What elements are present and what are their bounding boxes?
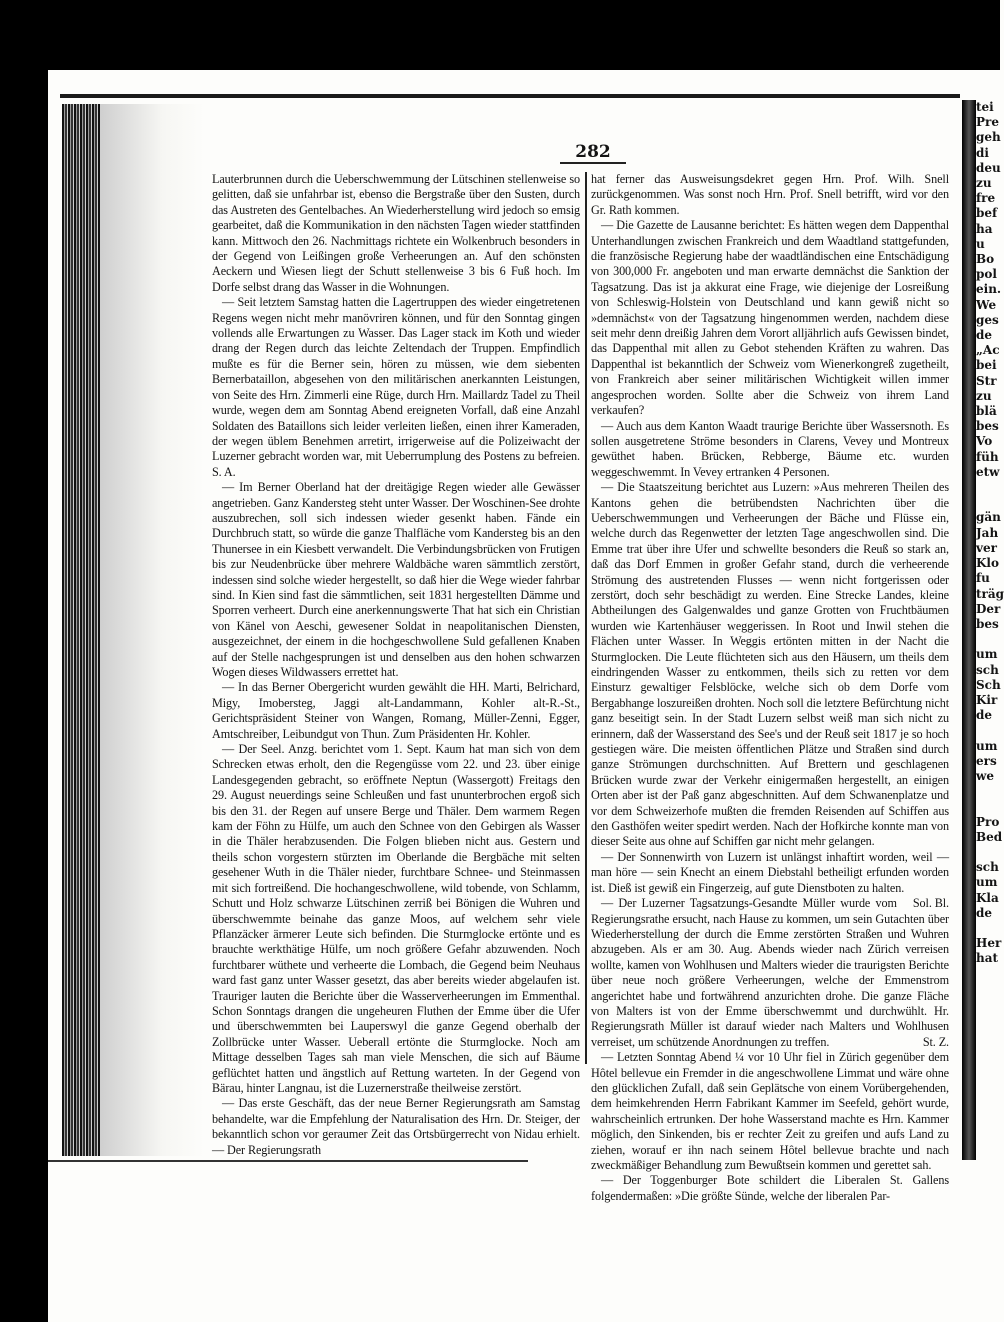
adjacent-page-text-fragment: Str (976, 373, 997, 388)
article-paragraph: — In das Berner Obergericht wurden gewählt die HH. Marti, Belrichard, Migy, Imobersteg, Jaggi alt-Landammann, Kohler alt-R.-St., Gerichtspräsident Steiner von Wangen, Romang, Müller-Zenni, Egger, Amtschreiber, Leibundgut von Thun. Zum Präsidenten Hr. Kohler. (212, 680, 580, 741)
source-signature: Sol. Bl. (912, 896, 949, 911)
adjacent-page-text-fragment: fu (976, 571, 990, 586)
adjacent-page-text-fragment: ein. (976, 282, 1002, 297)
adjacent-page-text-fragment: ver (976, 540, 997, 555)
page-gutter (962, 100, 976, 1160)
article-paragraph: — Letzten Sonntag Abend ¼ vor 10 Uhr fiel in Zürich gegenüber dem Hôtel bellevue ein Fremder in die angeschwollene Limmat und wäre ohne den glücklichen Zufall, daß sein Geplätsche von einem Vorübergehenden, dem heimkehrenden Herrn Fabrikant Kammer im Seefeld, gehört wurde, wahrscheinlich ertrunken. Der hohe Wasserstand machte es Hrn. Kammer möglich, den Sinkenden, bis er rechter Zeit zu greifen und aufs Land zu ziehen, worauf er ihn nach seinem Hôtel bellevue brachte und nach zweckmäßiger Behandlung zum Bewußtsein kommen und gerettet sah. (591, 1050, 949, 1172)
adjacent-page-text-fragment: bes (976, 616, 999, 631)
page-bottom-rule (48, 1160, 528, 1162)
adjacent-page-text-fragment: we (976, 768, 994, 783)
adjacent-page-text-fragment: Kla (976, 890, 999, 905)
column-divider (585, 172, 587, 1064)
adjacent-page-text-fragment: de (976, 708, 993, 723)
right-column (591, 172, 949, 1204)
article-paragraph: — Auch aus dem Kanton Waadt traurige Berichte über Wassersnoth. Es sollen ausgetretene Ströme besonders in Clarens, Vevey und Montreux gewüthet haben. Brücken, Rebberge, Bäume etc. wurden weggeschwemmt. In Vevey ertranken 4 Personen. (591, 418, 949, 479)
adjacent-page-text-fragment (976, 845, 1000, 860)
article-paragraph: Lauterbrunnen durch die Ueberschwemmung der Lütschinen stellenweise so gelitten, daß sie unfahrbar ist, ebenso die Bergstraße über den Susten, durch das Austreten des Gentelbaches. An Wiederherstellung wird jedoch so emsig gearbeitet, daß die Kommunikation in den nächsten Tagen wieder stattfinden kann. Mittwoch den 26. Nachmittags richtete ein Wolkenbruch besonders in der Gegend von Leißingen große Verheerungen an. Auf den schönsten Aeckern und Wiesen liegt der Schutt stellenweise 3 bis 6 Fuß hoch. Im Dorfe selbst drang das Wasser in die Wohnungen. (212, 172, 580, 294)
adjacent-page-text-fragment: „Ac (976, 343, 1000, 358)
adjacent-page-fragment (976, 100, 1004, 1180)
adjacent-page-text-fragment: Jah (976, 525, 999, 540)
adjacent-page-text-fragment: Her (976, 936, 1002, 951)
adjacent-page-text-fragment: We (976, 297, 997, 312)
adjacent-page-text-fragment: füh (976, 449, 999, 464)
scan-top-margin (0, 0, 1000, 70)
adjacent-page-text-fragment (976, 799, 1000, 814)
article-paragraph: — Der Toggenburger Bote schildert die Liberalen St. Gallens folgendermaßen: »Die größte Sünde, welche der liberalen Par- (591, 1173, 949, 1203)
page-number-rule (560, 162, 626, 164)
adjacent-page-text-fragment: Pre (976, 115, 999, 130)
adjacent-page-text-fragment (976, 784, 1000, 799)
adjacent-page-text-fragment: ges (976, 312, 999, 327)
adjacent-page-text-fragment: etw (976, 464, 1000, 479)
adjacent-page-text-fragment: di (976, 145, 989, 160)
article-paragraph (591, 849, 949, 911)
adjacent-page-text-fragment: de (976, 905, 993, 920)
adjacent-page-text-fragment (976, 921, 1000, 936)
page-top-rule (60, 94, 960, 98)
article-text: — Der Luzerner Tagsatzungs-Gesandte Müller wurde vom Regierungsrathe ersucht, nach Hause zu kommen, um sein Gutachten über Wiederherstellung der durch die Emme zerstörten Straßen und Wuhren abzugeben. Als er am 30. Aug. Abends wieder nach Zürich verreisen wollte, kamen von Wohlhusen und Malters wieder die traurigsten Berichte über neue noch größere Verheerungen, welche der Emmenstrom angerichtet habe und fortwährend anzurichten drohe. Die ganze Fläche von Malters ist von der Emme überschwemmt und durchwühlt. Hr. Regierungsrath Müller ist darauf wieder nach Malters und Wohlhusen verreiset, um schützende Anordnungen zu treffen. (591, 896, 949, 1049)
adjacent-page-text-fragment: zu (976, 176, 992, 191)
adjacent-page-text-fragment: de (976, 328, 993, 343)
adjacent-page-text-fragment: sch (976, 662, 999, 677)
article-text: — Der Sonnenwirth von Luzern ist unlängst inhaftirt worden, weil — man höre — sein Knecht an einem Diebstahl betheiligt erfunden worden ist. Dieß ist gewiß ein Fingerzeig, auf gute Dienstboten zu halten. (591, 849, 949, 895)
adjacent-page-text-fragment: sch (976, 860, 999, 875)
adjacent-page-text-fragment: hat (976, 951, 999, 966)
adjacent-page-text-fragment: Bo (976, 252, 995, 267)
adjacent-page-text-fragment (976, 632, 1000, 647)
adjacent-page-text-fragment: geh (976, 130, 1001, 145)
source-signature: St. Z. (922, 1034, 949, 1049)
adjacent-page-text-fragment: Sch (976, 677, 1001, 692)
adjacent-page-text-fragment: träg (976, 586, 1004, 601)
binding-shadow (100, 104, 204, 1156)
article-paragraph: — Das erste Geschäft, das der neue Berner Regierungsrath am Samstag behandelte, war die Empfehlung der Naturalisation des Hrn. Dr. Steiger, der bekanntlich schon vor geraumer Zeit das Ortsbürgerrecht von Nidau erhielt. — Der Regierungsrath (212, 1096, 580, 1157)
adjacent-page-text-fragment: Pro (976, 814, 1000, 829)
article-paragraph: — Seit letztem Samstag hatten die Lagertruppen des wieder eingetretenen Regens wegen nicht mehr manövriren können, und für den Sonntag gingen vollends alle Erwartungen zu Wasser. Das Lager stack im Koth und wieder drang der Regen durch das leichte Zeltendach der Truppen. Empfindlich mußte es für die Berner sein, hören zu müssen, wie dem siebenten Bernerbataillon, abgesehen von den militärischen anerkannten Leistungen, von Seite des Hrn. Zimmerli eine Rüge, durch Hrn. Maillardz Tadel zu Theil wurde, wegen dem am Sonntag Abend ereigneten Vorfall, daß eine Anzahl Soldaten des Bataillons sich leider verleiten ließen, einen ihrer Kameraden, der wegen üblem Benehmen arretirt, irrigerweise auf die Polizeiwacht der Luzerner gebracht worden war, mit Ueberrumplung des Postens zu befreien. S. A. (212, 295, 580, 479)
adjacent-page-text-fragment: Vo (976, 434, 993, 449)
adjacent-page-text-fragment: um (976, 875, 998, 890)
adjacent-page-text-fragment: tei (976, 100, 994, 114)
adjacent-page-text-fragment: fre (976, 191, 996, 206)
adjacent-page-text-fragment: Kir (976, 692, 998, 707)
adjacent-page-text-fragment: deu (976, 160, 1001, 175)
adjacent-page-text-fragment (976, 495, 1000, 510)
article-paragraph: — Der Seel. Anzg. berichtet vom 1. Sept. Kaum hat man sich von dem Schrecken etwas erholt, den die Regengüsse vom 22. und 23. über einige Landesgegenden gebracht, so eröffnete Neptun (Wassergott) Freitags den 29. August neuerdings seine Schleußen und fast ununterbrochen ergoß sich bis den 31. der Regen auf unsere Berge und Thäler. Dem warmem Regen kam der Föhn zu Hülfe, um auch den Schnee von den Gebirgen als Wasser in die Thäler herabzusenden. Die Folgen blieben nicht aus. Gestern und theils schon vorgestern stürzten im Oberlande die Bergbäche mit selten gesehener Wuth in die Thäler nieder, furchtbare Schnee- und Steinmassen mit sich fortreißend. Die hochangeschwollene, wild tobende, von Schlamm, Schutt und Holz schwarze Lütschinen zerriß bei Bönigen die Wuhren und überschwemmte beinahe das ganze Moos, auf welchem sehr viele Pflanzäcker ärmerer Leute sich befinden. Die Sturmglocke ertönte und es brauchte werkthätige Hülfe, um noch größere Gefahr abzuwenden. Noch furchtbarer wüthete und verheerte die Lombach, die Gegend beim Neuhaus ward fast ganz unter Wasser gesetzt, das aber bereits wieder abgelaufen ist. Trauriger lauten die Berichte über die Wasserverheerungen im Emmenthal. Schon Sonntags drangen die ungeheuren Fluthen der Emme über die Ufer und überschwemmten bei Lauperswyl die ganze Gegend oberhalb der Zollbrücke unter Wasser. Ueberall ertönte die Sturmglocke. Noch am Mittage desselben Tages sah man viele Menschen, die sich auf Bäume geflüchtet hatten und ängstlich auf Rettung warteten. In der Gegend von Bärau, hinter Langnau, ist die Luzernerstraße theilweise zerstört. (212, 742, 580, 1095)
adjacent-page-text-fragment: bei (976, 358, 997, 373)
article-paragraph: — Im Berner Oberland hat der dreitägige Regen wieder alle Gewässer angetrieben. Ganz Kandersteg steht unter Wasser. Der Woschinen-See drohte auszubrechen, soll sich indessen wieder gesenkt haben. Fände ein Durchbruch statt, so würde die ganze Thalfläche vom Kandersteg bis an den Thunersee in ein Kiesbett verwandelt. Die Verbindungsbrücken von Frutigen bis zur Neudenbrücke über mehrere Waldbäche waren sämmtlich zerstört, indessen sind solche wieder hergestellt, so daß hier die Wege wieder fahrbar sind. In Kien sind fast die sämmtlichen, seit 1831 hergestellten Dämme und Sporren verheert. Durch eine anerkennungswerte That hat sich ein Christian von Känel von Aeschi, gewesener Soldat in neapolitanischen Diensten, ausgezeichnet, der einem in die hochgeschwollene Suld gefallenen Knaben auf der Stelle nachgesprungen ist und denselben aus den hohen schwarzen Wogen dieses Wildwassers errettet hat. (212, 480, 580, 679)
adjacent-page-text-fragment: um (976, 647, 998, 662)
adjacent-page-text-fragment: Der (976, 601, 1001, 616)
adjacent-page-text-fragment: Klo (976, 556, 999, 571)
article-paragraph: hat ferner das Ausweisungsdekret gegen Hrn. Prof. Wilh. Snell zurückgenommen. Was sonst noch Hrn. Prof. Snell betrifft, wird vor den Gr. Rath kommen. (591, 172, 949, 217)
article-paragraph: — Die Staatszeitung berichtet aus Luzern: »Aus mehreren Theilen des Kantons gehen die betrübendsten Nachrichten über die Ueberschwemmungen und Verheerungen der Bäche und Flüsse ein, welche durch das Regenwetter der letzten Tage angeschwollen sind. Die Emme trat über ihre Ufer und schwellte besonders die Reuß so stark an, daß das Dorf Emmen in großer Gefahr stand, durch die verheerende Strömung des austretenden Flusses — wenn nicht fortgerissen oder zerstört, doch sehr beschädigt zu werden. Eine Strecke Landes, kleine Abtheilungen des Galgenwaldes und ganze Grotten von Fruchtbäumen wurden wie Kartenhäuser weggerissen. In Root und Inwil stehen die Flächen unter Wasser. In Weggis ertönten mitten in der Nacht die Sturmglocken. Die Leute flüchteten sich aus den Häusern, um theils dem eindringenden Wasser zu entkommen, theils sich zu retten vor dem Einsturz gewaltiger Felsblöcke, welche sich ob dem Dorfe vom Bergabhange loszureißen drohten. Noch soll die letztere Befürchtung nicht ganz beseitigt sein. In der Stadt Luzern selbst weiß man sich nicht zu erinnern, daß der Wasserstand des See's und der Reuß seit 1817 je so hoch gestiegen wäre. Die meisten öffentlichen Plätze und Straßen sind durch ganze Strömungen durchschnitten. Auf Brettern und geschlagenen Brücken wurde zwar der Verkehr einigermaßen hergestellt, an einigen Orten aber ist der Paß ganz abgeschnitten. Auf dem Schwanenplatze und vor dem Schweizerhofe mußten die fremden Reisenden auf Schiffen aus den Gasthöfen weiter spedirt werden. Nach der Hofkirche konnte man von dieser Seite aus ohne auf Schiffen gar nicht mehr gelangen. (591, 480, 949, 849)
adjacent-page-text-fragment: ers (976, 753, 997, 768)
adjacent-page-text-fragment (976, 723, 1000, 738)
adjacent-page-text-fragment: um (976, 738, 998, 753)
page-number: 282 (575, 142, 611, 162)
adjacent-page-text-fragment: gän (976, 510, 1001, 525)
adjacent-page-text-fragment: bef (976, 206, 998, 221)
adjacent-page-text-fragment: pol (976, 267, 997, 282)
adjacent-page-text-fragment: blä (976, 404, 997, 419)
adjacent-page-text-fragment: ha (976, 221, 993, 236)
article-paragraph: — Die Gazette de Lausanne berichtet: Es hätten wegen dem Dappenthal Unterhandlungen zwischen Frankreich und dem Waadtland stattgefunden, die französische Regierung habe der waadtländischen eine Entschädigung von 300,000 Fr. angeboten und man erwarte demnächst die Sanktion der Tagsatzung. Das ist ja akkurat eine Frage, wie diejenige der Losreißung von Schleswig-Holstein von Deutschland und kann gewiß nicht so »demnächst« von der Tagsatzung hingenommen werden, nachdem diese seit mehr denn dreißig Jahren dem Vorort alljährlich aufs Gewissen bindet, das Dappenthal mit allen zu Gebot stehenden Kräften zu wahren. Das Dappenthal ist bekanntlich der Schweiz vom Wienerkongreß zugetheilt, von Frankreich aber seiner militärischen Wichtigkeit willen immer angesprochen worden. Sollte aber die Schweiz von ihrem Land verkaufen? (591, 218, 949, 418)
adjacent-page-text-fragment: u (976, 236, 985, 251)
left-column (212, 172, 580, 1158)
adjacent-page-text-fragment (976, 480, 1000, 495)
adjacent-page-text-fragment: zu (976, 388, 992, 403)
book-binding-edge (62, 104, 100, 1156)
adjacent-page-text-fragment: bes (976, 419, 999, 434)
adjacent-page-text-fragment: Bed (976, 829, 1003, 844)
article-paragraph (591, 896, 949, 1050)
scan-left-margin (0, 0, 48, 1322)
